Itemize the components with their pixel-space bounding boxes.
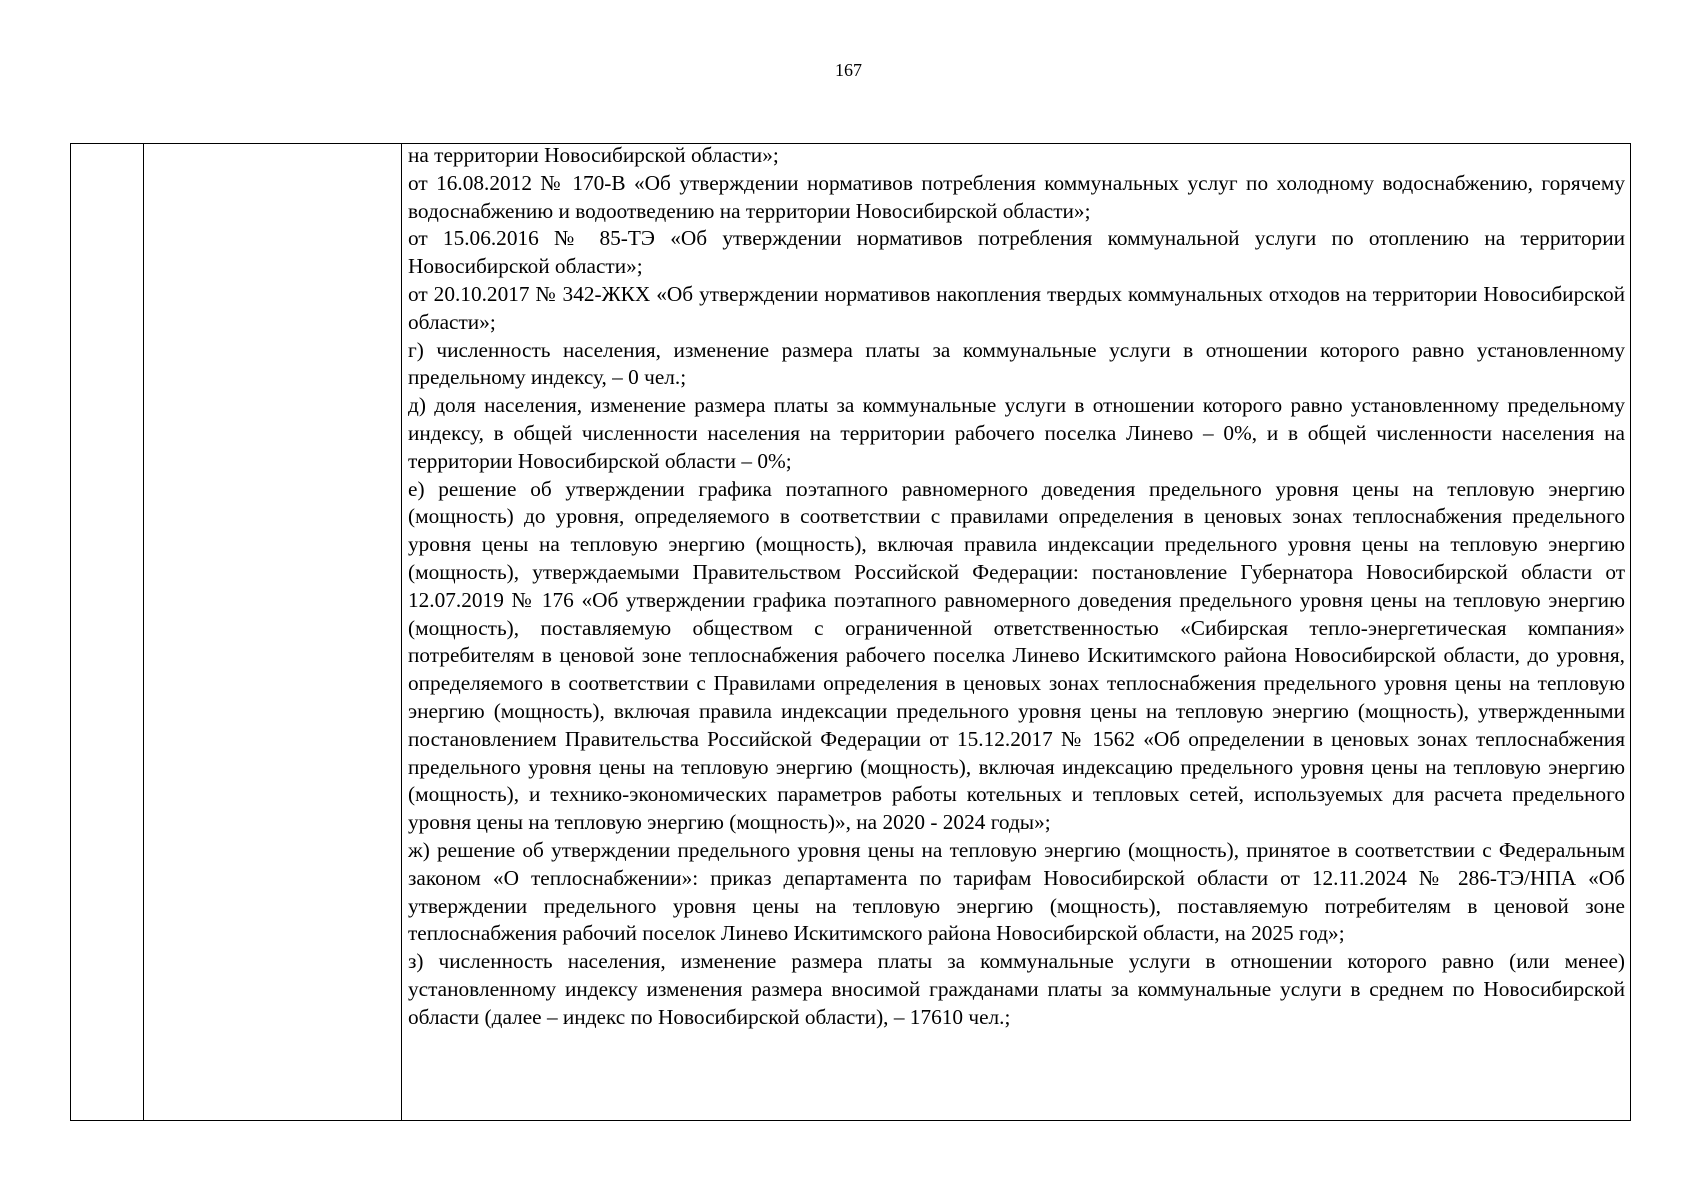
paragraph-item-e: е) решение об утверждении графика поэтапного равномерного доведения предельного уровня цены на тепловую энергию (мощность) до уровня, определяемого в соответствии с правилами определения в ценовых зонах теплоснабжения предельного уровня цены на тепловую энергию (мощность), включая правила индексации предельного уровня цены на тепловую энергию (мощность), утверждаемыми Правительством Российской Федерации: постановление Губернатора Новосибирской области от 12.07.2019 № 176 «Об утверждении графика поэтапного равномерного доведения предельного уровня цены на тепловую энергию (мощность), поставляемую обществом с ограниченной ответственностью «Сибирская тепло-энергетическая компания» потребителям в ценовой зоне теплоснабжения рабочего поселка Линево Искитимского района Новосибирской области, до уровня, определяемого в соответствии с Правилами определения в ценовых зонах теплоснабжения предельного уровня цены на тепловую энергию (мощность), включая правила индексации предельного уровня цены на тепловую энергию (мощность), утвержденными постановлением Правительства Российской Федерации от 15.12.2017 № 1562 «Об определении в ценовых зонах теплоснабжения предельного уровня цены на тепловую энергию (мощность), включая индексацию предельного уровня цены на тепловую энергию (мощность), и технико-экономических параметров работы котельных и тепловых сетей, используемых для расчета предельного уровня цены на тепловую энергию (мощность)», на 2020 - 2024 годы»; [408,476,1625,835]
paragraph-norms-heating: от 15.06.2016 № 85-ТЭ «Об утверждении нормативов потребления коммунальной услуги по отоплению на территории Новосибирской области»; [408,226,1625,279]
paragraph-item-g: г) численность населения, изменение размера платы за коммунальные услуги в отношении которого равно установленному предельному индексу, – 0 чел.; [408,337,1625,390]
table-column-content [402,144,1630,1120]
paragraph-item-z: з) численность населения, изменение размера платы за коммунальные услуги в отношении которого равно (или менее) установленному индексу изменения размера вносимой гражданами платы за коммунальные услуги в среднем по Новосибирской области (далее – индекс по Новосибирской области), – 17610 чел.; [408,949,1625,1029]
paragraph-norms-water: от 16.08.2012 № 170-В «Об утверждении нормативов потребления коммунальных услуг по холодному водоснабжению, горячему водоснабжению и водоотведению на территории Новосибирской области»; [408,170,1625,223]
paragraph-item-d: д) доля населения, изменение размера платы за коммунальные услуги в отношении которого равно установленному предельному индексу, в общей численности населения на территории рабочего поселка Линево – 0%, и в общей численности населения на территории Новосибирской области – 0%; [408,393,1625,473]
paragraph-norms-waste: от 20.10.2017 № 342-ЖКХ «Об утверждении нормативов накопления твердых коммунальных отходов на территории Новосибирской области»; [408,281,1625,334]
table-column-number [71,144,144,1120]
paragraph-item-zh: ж) решение об утверждении предельного уровня цены на тепловую энергию (мощность), принятое в соответствии с Федеральным законом «О теплоснабжении»: приказ департамента по тарифам Новосибирской области от 12.11.2024 № 286-ТЭ/НПА «Об утверждении предельного уровня цены на тепловую энергию (мощность), поставляемую потребителям в ценовой зоне теплоснабжения рабочий поселок Линево Искитимского района Новосибирской области, на 2025 год»; [408,837,1625,946]
table-column-name [144,144,402,1120]
document-table [70,143,1631,1121]
paragraph-continuation: на территории Новосибирской области»; [408,144,779,167]
page-number: 167 [835,60,862,80]
